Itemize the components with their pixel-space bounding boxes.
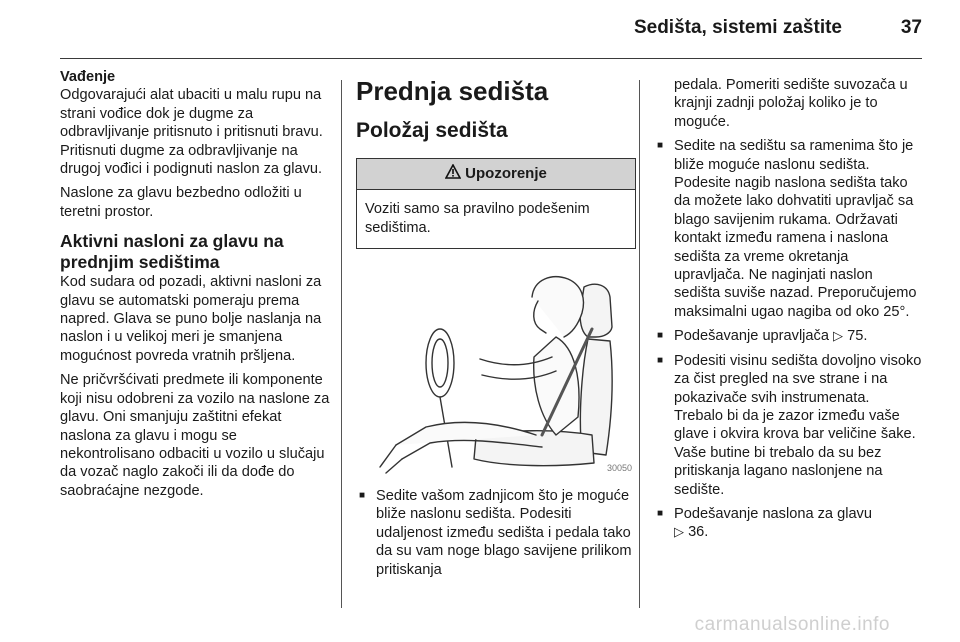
heading-removal: Vađenje [60,69,116,85]
steering-page-ref[interactable]: 75. [847,328,868,345]
warning-label: Upozorenje [465,164,547,182]
seat-position-illustration [356,267,634,479]
headrest-text: Podešavanje naslona za glavu [674,505,872,522]
list-item-steering [654,327,922,345]
column-divider-right [639,80,640,608]
left-column [60,68,332,506]
warning-triangle-icon [445,164,461,184]
illustration-number: 30050 [606,462,632,473]
list-item-seat-distance: ■ Sedite vašom zadnjicom što je moguće bliže naslonu sedišta. Podesiti udaljenost između sedišta i pedala tako da su vam noge blago savijene prilikom pritiskanja [356,487,636,579]
page-reference-icon[interactable]: ▷ [833,328,844,344]
watermark: carmanualsonline.info [694,614,890,635]
list-item-seat-height: ■ Podesiti visinu sedišta dovoljno visoko za čist pregled na sve strane i na pokazivače svih instrumenata. Trebalo bi da je zazor između vaše glave i okvira krova bar veličine šake. Vaše butine bi trebalo da su bez pritiskanja lagano naslonjene na sedište. [654,352,922,499]
warning-text: Voziti samo sa pravilno podešenim sedištima. [365,201,590,236]
headrest-page-ref[interactable]: 36. [688,524,709,541]
subheading-seat-position: Položaj sedišta [356,119,508,142]
page-header [60,0,922,59]
section-title: Sedišta, sistemi zaštite [633,17,842,38]
page-number: 37 [900,17,922,38]
warning-box [356,158,636,249]
paragraph-attachment-warning: Ne pričvršćivati predmete ili komponente koji nisu odobreni za vozilo na naslone za glavu. Oni smanjuju zaštitni efekat naslona za glavu i mogu se nekontrolisano odbaciti u vozilo u slučaju da vozač naglo zakoči ili da dođe do saobraćajne nezgode. [60,372,330,499]
steering-text: Podešavanje upravljača [674,328,829,345]
heading-active-headrests: Aktivni nasloni za glavu na prednjim sedištima [60,231,284,273]
list-item-backrest: ■ Sedite na sedištu sa ramenima što je bliže moguće naslonu sedišta. Podesite nagib naslona sedišta tako da možete lako dohvatiti upravljač sa blago savijenim rukama. Održavati kontakt između ramena i naslona sedišta za vreme okretanja upravljača. Ne naginjati naslon sedišta suviše nazad. Preporučujemo maksimalni ugao nagiba od oko 25°. [654,137,922,321]
warning-header [357,159,635,190]
list-item-headrest [654,505,922,542]
seat-instructions-list [356,487,636,579]
list-item-continuation: pedala. Pomeriti sedište suvozača u krajnji zadnji položaj koliko je to moguće. [674,77,908,130]
right-column [654,76,922,548]
middle-column [356,76,636,585]
paragraph-active-headrests: Kod sudara od pozadi, aktivni nasloni za glavu se automatski pomeraju prema napred. Glava se puno bolje naslanja na naslon i u velikoj meri je smanjena mogućnost povreda vratnih pršljena. [60,274,322,364]
seat-instructions-list-continued [654,76,922,542]
section-heading-front-seats: Prednja sedišta [356,76,549,106]
paragraph-storage: Naslone za glavu bezbedno odložiti u teretni prostor. [60,185,302,220]
page-reference-icon[interactable]: ▷ [674,524,684,540]
column-divider-left [341,80,342,608]
paragraph-removal: Odgovarajući alat ubaciti u malu rupu na strani vođice dok je dugme za odbravljivanje pritisnuto i pritisnuti bravu. Pritisnuti dugme za odbravljivanje na drugoj vođici i podignuti naslon za glavu. [60,87,323,178]
